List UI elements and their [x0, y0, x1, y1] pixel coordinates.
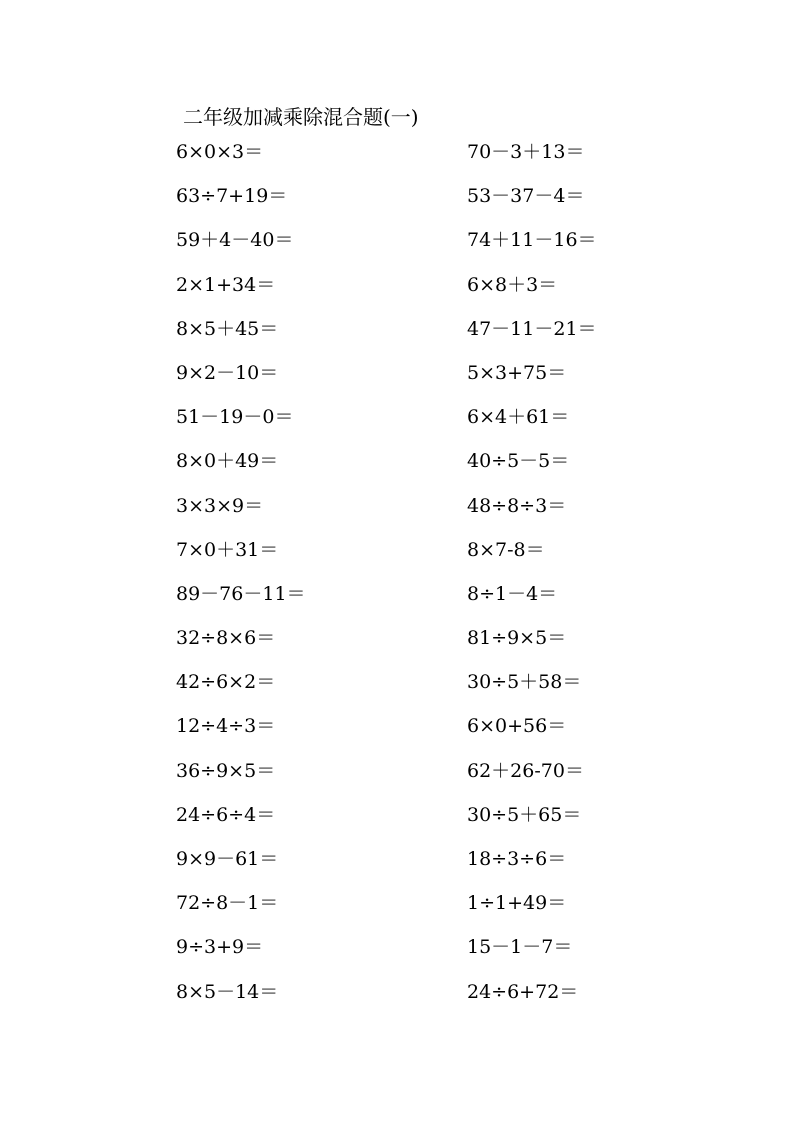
math-problem: 6×8＋3＝	[467, 273, 558, 296]
math-problem: 5×3+75＝	[467, 361, 567, 384]
math-problem: 15－1－7＝	[467, 936, 573, 959]
math-problem: 40÷5－5＝	[467, 450, 570, 473]
math-problem: 8×5＋45＝	[176, 317, 279, 340]
math-problem: 6×4＋61＝	[467, 406, 570, 429]
math-problem: 30÷5＋65＝	[467, 803, 582, 826]
math-problem: 18÷3÷6＝	[467, 848, 567, 870]
math-problem: 30÷5＋58＝	[467, 671, 582, 694]
math-problem: 8×7-8＝	[467, 538, 545, 561]
math-problem: 53－37－4＝	[467, 185, 585, 208]
math-problem: 1÷1+49＝	[467, 892, 567, 915]
right-problem-column	[467, 137, 767, 1021]
math-problem: 7×0＋31＝	[176, 538, 279, 561]
left-problem-column	[176, 137, 476, 1021]
math-problem: 24÷6÷4＝	[176, 803, 276, 826]
math-problem: 89－76－11＝	[176, 582, 306, 605]
math-problem: 70－3＋13＝	[467, 141, 585, 163]
math-problem: 2×1+34＝	[176, 273, 276, 296]
math-problem: 72÷8－1＝	[176, 892, 279, 915]
math-problem: 6×0+56＝	[467, 715, 567, 738]
math-problem: 32÷8×6＝	[176, 627, 276, 650]
math-problem: 8÷1－4＝	[467, 582, 558, 605]
math-problem: 48÷8÷3＝	[467, 494, 567, 517]
math-problem: 36÷9×5＝	[176, 759, 276, 782]
math-problem: 8×0＋49＝	[176, 450, 279, 473]
math-problem: 47－11－21＝	[467, 317, 597, 340]
math-problem: 8×5－14＝	[176, 980, 279, 1003]
math-problem: 74＋11－16＝	[467, 229, 597, 252]
math-problem: 12÷4÷3＝	[176, 715, 276, 738]
worksheet-title: 二年级加减乘除混合题(一)	[183, 105, 419, 129]
math-problem: 63÷7+19＝	[176, 185, 288, 208]
math-problem: 3×3×9＝	[176, 494, 264, 517]
math-problem: 9×2－10＝	[176, 361, 279, 384]
math-problem: 9×9－61＝	[176, 848, 279, 870]
math-problem: 9÷3+9＝	[176, 936, 264, 959]
math-problem: 42÷6×2＝	[176, 671, 276, 694]
math-problem: 51－19－0＝	[176, 406, 294, 429]
math-problem: 81÷9×5＝	[467, 627, 567, 650]
math-problem: 62＋26-70＝	[467, 759, 584, 782]
math-problem: 59＋4－40＝	[176, 229, 294, 252]
math-problem: 6×0×3＝	[176, 141, 264, 163]
math-problem: 24÷6+72＝	[467, 980, 579, 1003]
